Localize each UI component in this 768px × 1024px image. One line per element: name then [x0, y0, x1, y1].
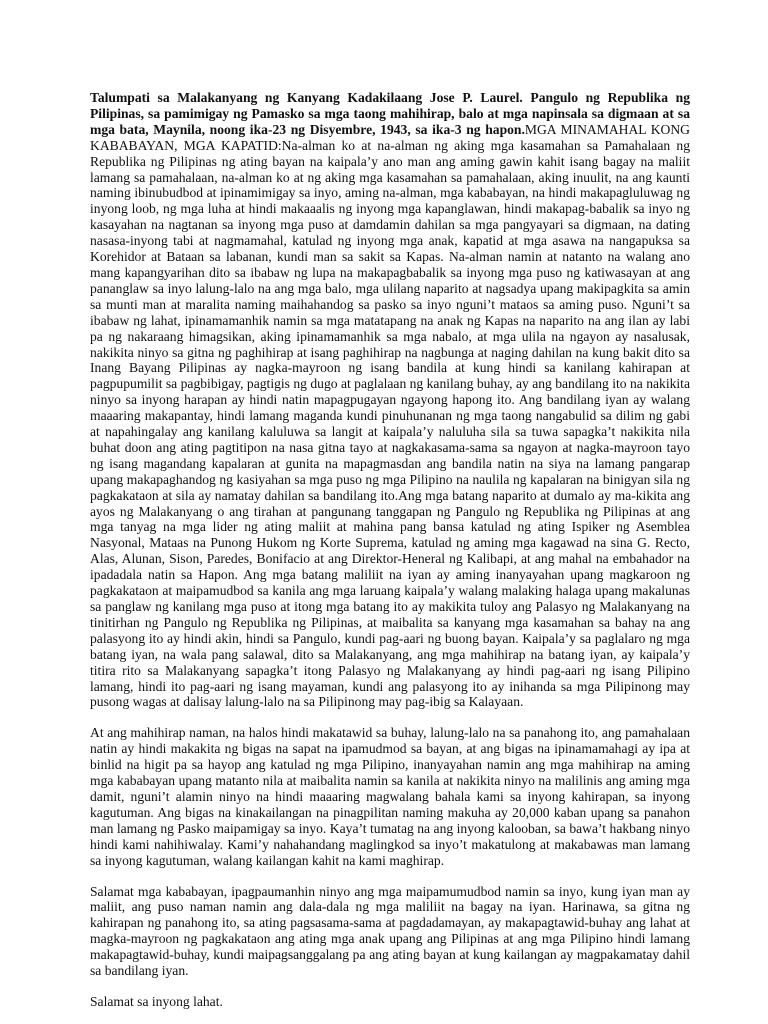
speech-paragraph-2: At ang mahihirap naman, na halos hindi makatawid sa buhay, lalung-lalo na sa panahong ito, ang pamahalaan natin ay hindi makakita ng bigas na sapat na ipamudmod sa bayan, at ang bigas na ipinamamahagi ay ipa at binlid na higit pa sa hayop ang katulad ng mga Pilipino, inanyayahan namin ang mga mahihirap na aming mga kababayan upang matanto nila at maibalita namin sa kanila at nakikita ninyo na malilinis ang aming mga damit, nguni’t alamin ninyo na hindi maaaring magwalang bahala kami sa inyong kahirapan, sa inyong kagutuman. Ang bigas na kinakailangan na pinagpilitan naming makuha ay 20,000 kaban upang sa panahon man lamang ng Pasko maipamigay sa inyo. Kaya’t tumatag na ang inyong kalooban, sa bawa’t hakbang ninyo hindi kami nahihiwalay. Kami’y nahahandang maglingkod sa inyo’t makatulong at makabawas man lamang sa inyong kagutuman, walang kailangan kahit na kami maghirap.	[90, 725, 690, 868]
speech-opening-text: MGA MINAMAHAL KONG KABABAYAN, MGA KAPATID:Na-alman ko at na-alman ng aking mga kasamahan sa Pamahalaan ng Republika ng Pilipinas ng ating bayan na kaipala’y ano man ang aming gawin kahit isang bagay na maliit lamang sa pamahalaan, na-alman ko at ng aking mga kasamahan sa pamahalaan, aking inuulit, na ang kaunti naming ibinubudbod at ipinamimigay sa inyo, aming na-alman, mga kababayan, na hindi makapagluluwag ng inyong loob, ng mga luha at hindi makaaalis ng inyong mga kapanglawan, hindi makapag-babalik sa inyo ng kasayahan na nagtanan sa inyong mga puso at damdamin dahilan sa mga pangyayari sa digmaan, na dating nasasa-inyong tabi at nagmamahal, katulad ng inyong mga anak, kapatid at mga asawa na nangapuksa sa Korehidor at Bataan sa labanan, kundi man sa sakit sa Kapas. Na-alman namin at natanto na walang ano mang kapangyarihan dito sa ibabaw ng lupa na makapagbabalik sa inyong mga puso ng katiwasayan at ang pananglaw sa inyo lalung-lalo na ang mga balo, mga ulilang naparito at nagsadya upang makipagkita sa amin sa munti man at maralita naming maihahandog sa pasko sa inyo nguni’t mataos sa aming puso. Nguni’t sa ibabaw ng lahat, ipinamamanhik namin sa mga matatapang na anak ng Kapas na naparito na ang ilan ay labi pa ng nakaraang himagsikan, aking ipinamamanhik sa mga nabalo, at mga ulila na ngayon ay nasalusak, nakikita ninyo sa gitna ng paghihirap at isang paghihirap na nagbunga at naging dahilan na kung bakit dito sa Inang Bayang Pilipinas ay nagka-mayroon ng isang bandila at kung hindi sa kanilang kahirapan at pagpupumilit sa pagbibigay, pagtigis ng dugo at paglalaan ng kanilang buhay, ay ang bandilang ito na nakikita ninyo sa inyong harapan ay hindi natin mapagpugayan ngayong hapong ito. Ang bandilang iyan ay walang maaaring makapantay, hindi lamang maganda kundi pinuhunanan ng mga taong nangabulid sa dilim ng gabi at napahingalay ang kanilang kaluluwa sa langit at kaipala’y naluluha sila sa tuwa sapagka’t nakikita nila buhat doon ang ating pagtitipon na nasa gitna tayo at nagkakasama-sama sa ngayon at nagka-mayroon tayo ng isang magandang kapalaran at gunita na mapagmasdan ang bandila natin na siya na lamang pangarap upang makapaghandog ng kasiyahan sa mga puso ng mga Pilipino na naulila ng kapalaran na binigyan sila ng pagkakataon at sila ay namatay dahilan sa bandilang ito.Ang mga batang naparito at dumalo ay ma-kikita ang ayos ng Malakanyang o ang tirahan at pangunang tanggapan ng Pangulo ng Republika ng Pilipinas at ang mga tanyag na mga lider ng ating maliit at mahina pang bansa katulad ng ating Ispiker ng Asemblea Nasyonal, Mataas na Punong Hukom ng Korte Suprema, katulad ng aming mga kagawad na sina G. Recto, Alas, Alunan, Sison, Paredes, Bonifacio at ang Direktor-Heneral ng Kalibapi, at ang mahal na embahador na ipadadala natin sa Hapon. Ang mga batang maliliit na iyan ay aming inanyayahan upang magkaroon ng pagkakataon at maipamudbod sa kanila ang mga laruang kaipala’y walang malaking halaga upang makalunas sa panglaw ng kanilang mga puso at itong mga batang ito ay makikita tuloy ang Palasyo ng Malakanyang na tinitirhan ng Pangulo ng Republika ng Pilipinas, at maibalita sa kanyang mga kasamahan sa bahay na ang palasyong ito ay hindi akin, hindi sa Pangulo, kundi pag-aari ng buong bayan. Kaipala’y sa paglalaro ng mga batang iyan, na wala pang salawal, dito sa Malakanyang, ang mga mahihirap na batang iyan, ay kaipala’y titira rito sa Malakanyang sapagka’t itong Palasyo ng Malakanyang ay hindi pag-aari ng isang Pilipino lamang, hindi ito pag-aari ng isang mayaman, kundi ang palasyong ito ay inihanda sa mga Pilipinong may pusong wagas at dalisay lalung-lalo na sa Pilipinong may pag-ibig sa Kalayaan.	[90, 121, 690, 710]
speech-closing: Salamat sa inyong lahat.	[90, 993, 223, 1009]
speech-paragraph-1	[90, 90, 690, 710]
speech-heading: Talumpati sa Malakanyang ng Kanyang Kadakilaang Jose P. Laurel. Pangulo ng Republika ng Pilipinas, sa pamimigay ng Pamasko sa mga taong mahihirap, balo at mga napinsala sa digmaan at sa mga bata, Maynila, noong ika-23 ng Disyembre, 1943, sa ika-3 ng hapon.	[90, 90, 690, 137]
speech-paragraph-3: Salamat mga kababayan, ipagpaumanhin ninyo ang mga maipamumudbod namin sa inyo, kung iyan man ay maliit, ang puso naman namin ang dala-dala ng mga maliliit na bagay na iyan. Harinawa, sa gitna ng kahirapan ng panahong ito, sa ating pagsasama-sama at pagdadamayan, ay makapagtawid-buhay ang lahat at magka-mayroon ng pagkakataon ang ating mga anak upang ang Pilipinas at ang mga Pilipino hindi lamang makapagtawid-buhay, kundi maipagsanggalang pa ang ating bayan at kung kailangan ay magpakamatay dahil sa bandilang iyan.	[90, 883, 690, 979]
